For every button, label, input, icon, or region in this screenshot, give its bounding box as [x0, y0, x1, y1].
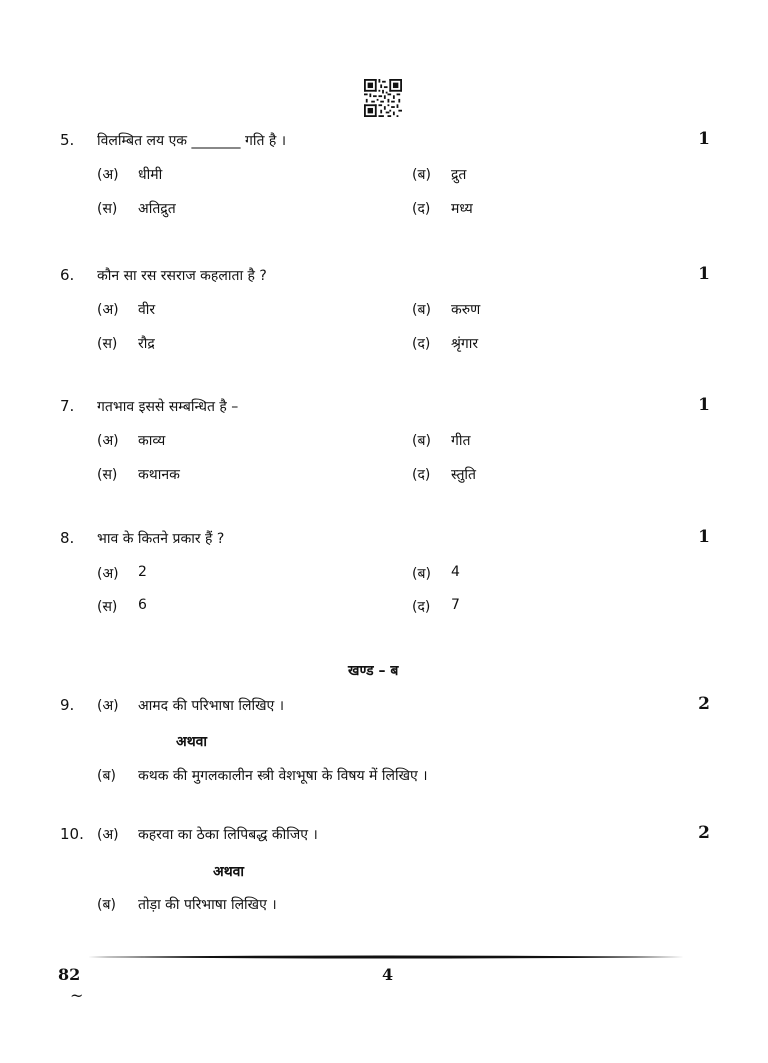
question-marks: 1 — [698, 264, 710, 284]
option-label: (द) — [412, 467, 431, 483]
option-label: (ब) — [412, 302, 431, 318]
option-label: (अ) — [97, 167, 119, 183]
option-text: करुण — [451, 302, 481, 318]
option-text: 2 — [138, 564, 147, 580]
part-label: (ब) — [97, 768, 116, 784]
part-text: आमद की परिभाषा लिखिए । — [138, 698, 285, 714]
question-number: 5. — [60, 131, 75, 149]
question-marks: 1 — [698, 129, 710, 149]
question-marks: 2 — [698, 694, 710, 714]
option-text: द्रुत — [451, 167, 467, 183]
option-text: 7 — [451, 597, 460, 613]
option-label: (ब) — [412, 566, 431, 582]
option-text: 6 — [138, 597, 147, 613]
question-number: 10. — [60, 825, 84, 843]
option-label: (स) — [97, 467, 118, 483]
page-number: 4 — [382, 965, 394, 984]
part-label: (अ) — [97, 698, 119, 714]
question-text: विलम्बित लय एक _______ गति है । — [97, 133, 287, 149]
footer-rule — [88, 955, 684, 959]
question-marks: 1 — [698, 527, 710, 547]
option-text: अतिद्रुत — [138, 201, 176, 217]
option-text: श्रृंगार — [451, 336, 479, 352]
option-text: वीर — [138, 302, 156, 318]
question-marks: 2 — [698, 823, 710, 843]
part-label: (अ) — [97, 827, 119, 843]
question-text: भाव के कितने प्रकार हैं ? — [97, 531, 225, 547]
part-text: तोड़ा की परिभाषा लिखिए । — [138, 897, 277, 913]
option-label: (अ) — [97, 302, 119, 318]
or-label: अथवा — [213, 864, 245, 880]
question-number: 9. — [60, 696, 75, 714]
option-label: (अ) — [97, 433, 119, 449]
option-label: (स) — [97, 201, 118, 217]
option-text: स्तुति — [451, 467, 477, 483]
option-label: (ब) — [412, 433, 431, 449]
option-text: धीमी — [138, 167, 163, 183]
option-label: (अ) — [97, 566, 119, 582]
option-text: मध्य — [451, 201, 473, 217]
question-text: गतभाव इससे सम्बन्धित है – — [97, 399, 239, 415]
option-label: (स) — [97, 599, 118, 615]
option-label: (ब) — [412, 167, 431, 183]
qr-code-icon — [364, 79, 402, 117]
question-text: कौन सा रस रसराज कहलाता है ? — [97, 268, 267, 284]
option-text: गीत — [451, 433, 471, 449]
or-label: अथवा — [176, 734, 208, 750]
question-number: 6. — [60, 266, 75, 284]
option-text: 4 — [451, 564, 460, 580]
section-title: खण्ड – ब — [348, 663, 399, 679]
question-marks: 1 — [698, 395, 710, 415]
paper-code: 82 — [58, 965, 81, 984]
part-text: कथक की मुगलकालीन स्त्री वेशभूषा के विषय में लिखिए । — [138, 768, 428, 784]
question-number: 8. — [60, 529, 75, 547]
part-text: कहरवा का ठेका लिपिबद्ध कीजिए । — [138, 827, 318, 843]
option-text: काव्य — [138, 433, 166, 449]
option-label: (द) — [412, 599, 431, 615]
option-label: (द) — [412, 201, 431, 217]
question-number: 7. — [60, 397, 75, 415]
option-text: कथानक — [138, 467, 180, 483]
part-label: (ब) — [97, 897, 116, 913]
option-label: (स) — [97, 336, 118, 352]
option-label: (द) — [412, 336, 431, 352]
option-text: रौद्र — [138, 336, 155, 352]
footer-tilde: ~ — [70, 986, 84, 1005]
